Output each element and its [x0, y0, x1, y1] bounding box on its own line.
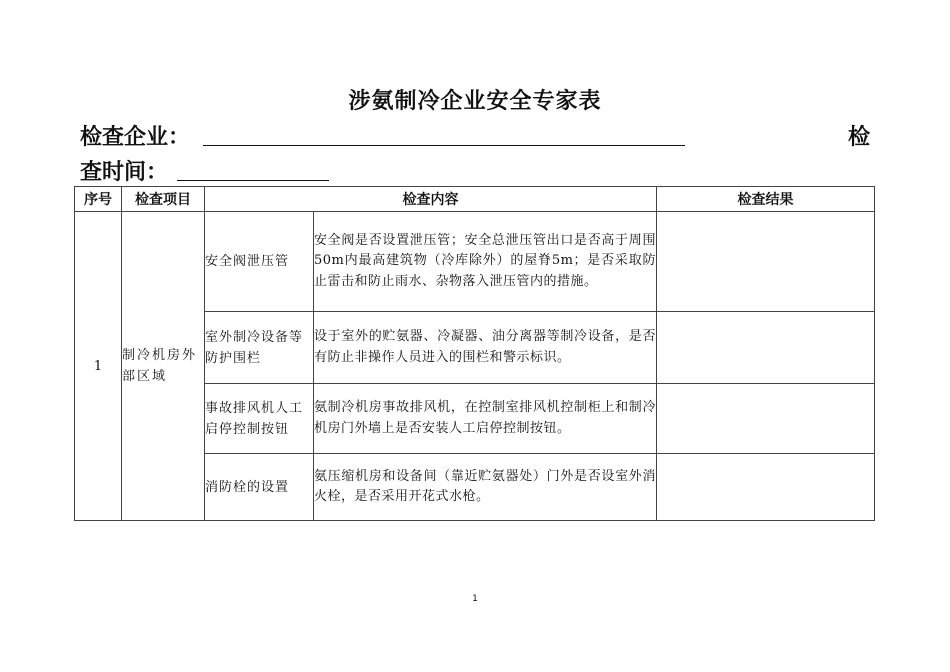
col-header-item: 检查项目 [122, 187, 205, 212]
result-cell[interactable] [657, 454, 875, 521]
enterprise-label: 检查企业： [80, 125, 191, 150]
inspection-area: 制冷机房外部区域 [122, 212, 205, 521]
table-header-row [75, 187, 875, 212]
inspection-content: 氨压缩机房和设备间（靠近贮氨器处）门外是否设室外消火栓，是否采用开花式水枪。 [314, 454, 657, 521]
inspection-content: 安全阀是否设置泄压管；安全总泄压管出口是否高于周围50m内最高建筑物（冷库除外）的屋脊5m；是否采取防止雷击和防止雨水、杂物落入泄压管内的措施。 [314, 212, 657, 312]
inspection-content: 氨制冷机房事故排风机，在控制室排风机控制柜上和制冷机房门外墙上是否安装人工启停控制按钮。 [314, 384, 657, 454]
result-cell[interactable] [657, 312, 875, 384]
inspection-table [74, 186, 875, 521]
inspection-item: 事故排风机人工启停控制按钮 [205, 384, 314, 454]
time-blank-line [177, 180, 329, 181]
inspection-content: 设于室外的贮氨器、冷凝器、油分离器等制冷设备，是否有防止非操作人员进入的围栏和警示标识。 [314, 312, 657, 384]
inspection-time-label: 查时间： [80, 160, 169, 185]
wrapped-label-char: 检 [847, 125, 870, 150]
row-seq: 1 [75, 212, 122, 521]
result-cell[interactable] [657, 212, 875, 312]
col-header-content: 检查内容 [205, 187, 657, 212]
table-row [75, 212, 875, 312]
col-header-seq: 序号 [75, 187, 122, 212]
col-header-result: 检查结果 [657, 187, 875, 212]
page-number: 1 [472, 594, 478, 604]
enterprise-blank-line [203, 145, 685, 146]
inspection-item: 安全阀泄压管 [205, 212, 314, 312]
result-cell[interactable] [657, 384, 875, 454]
document-title: 涉氨制冷企业安全专家表 [348, 89, 602, 114]
inspection-item: 室外制冷设备等防护围栏 [205, 312, 314, 384]
inspection-item: 消防栓的设置 [205, 454, 314, 521]
